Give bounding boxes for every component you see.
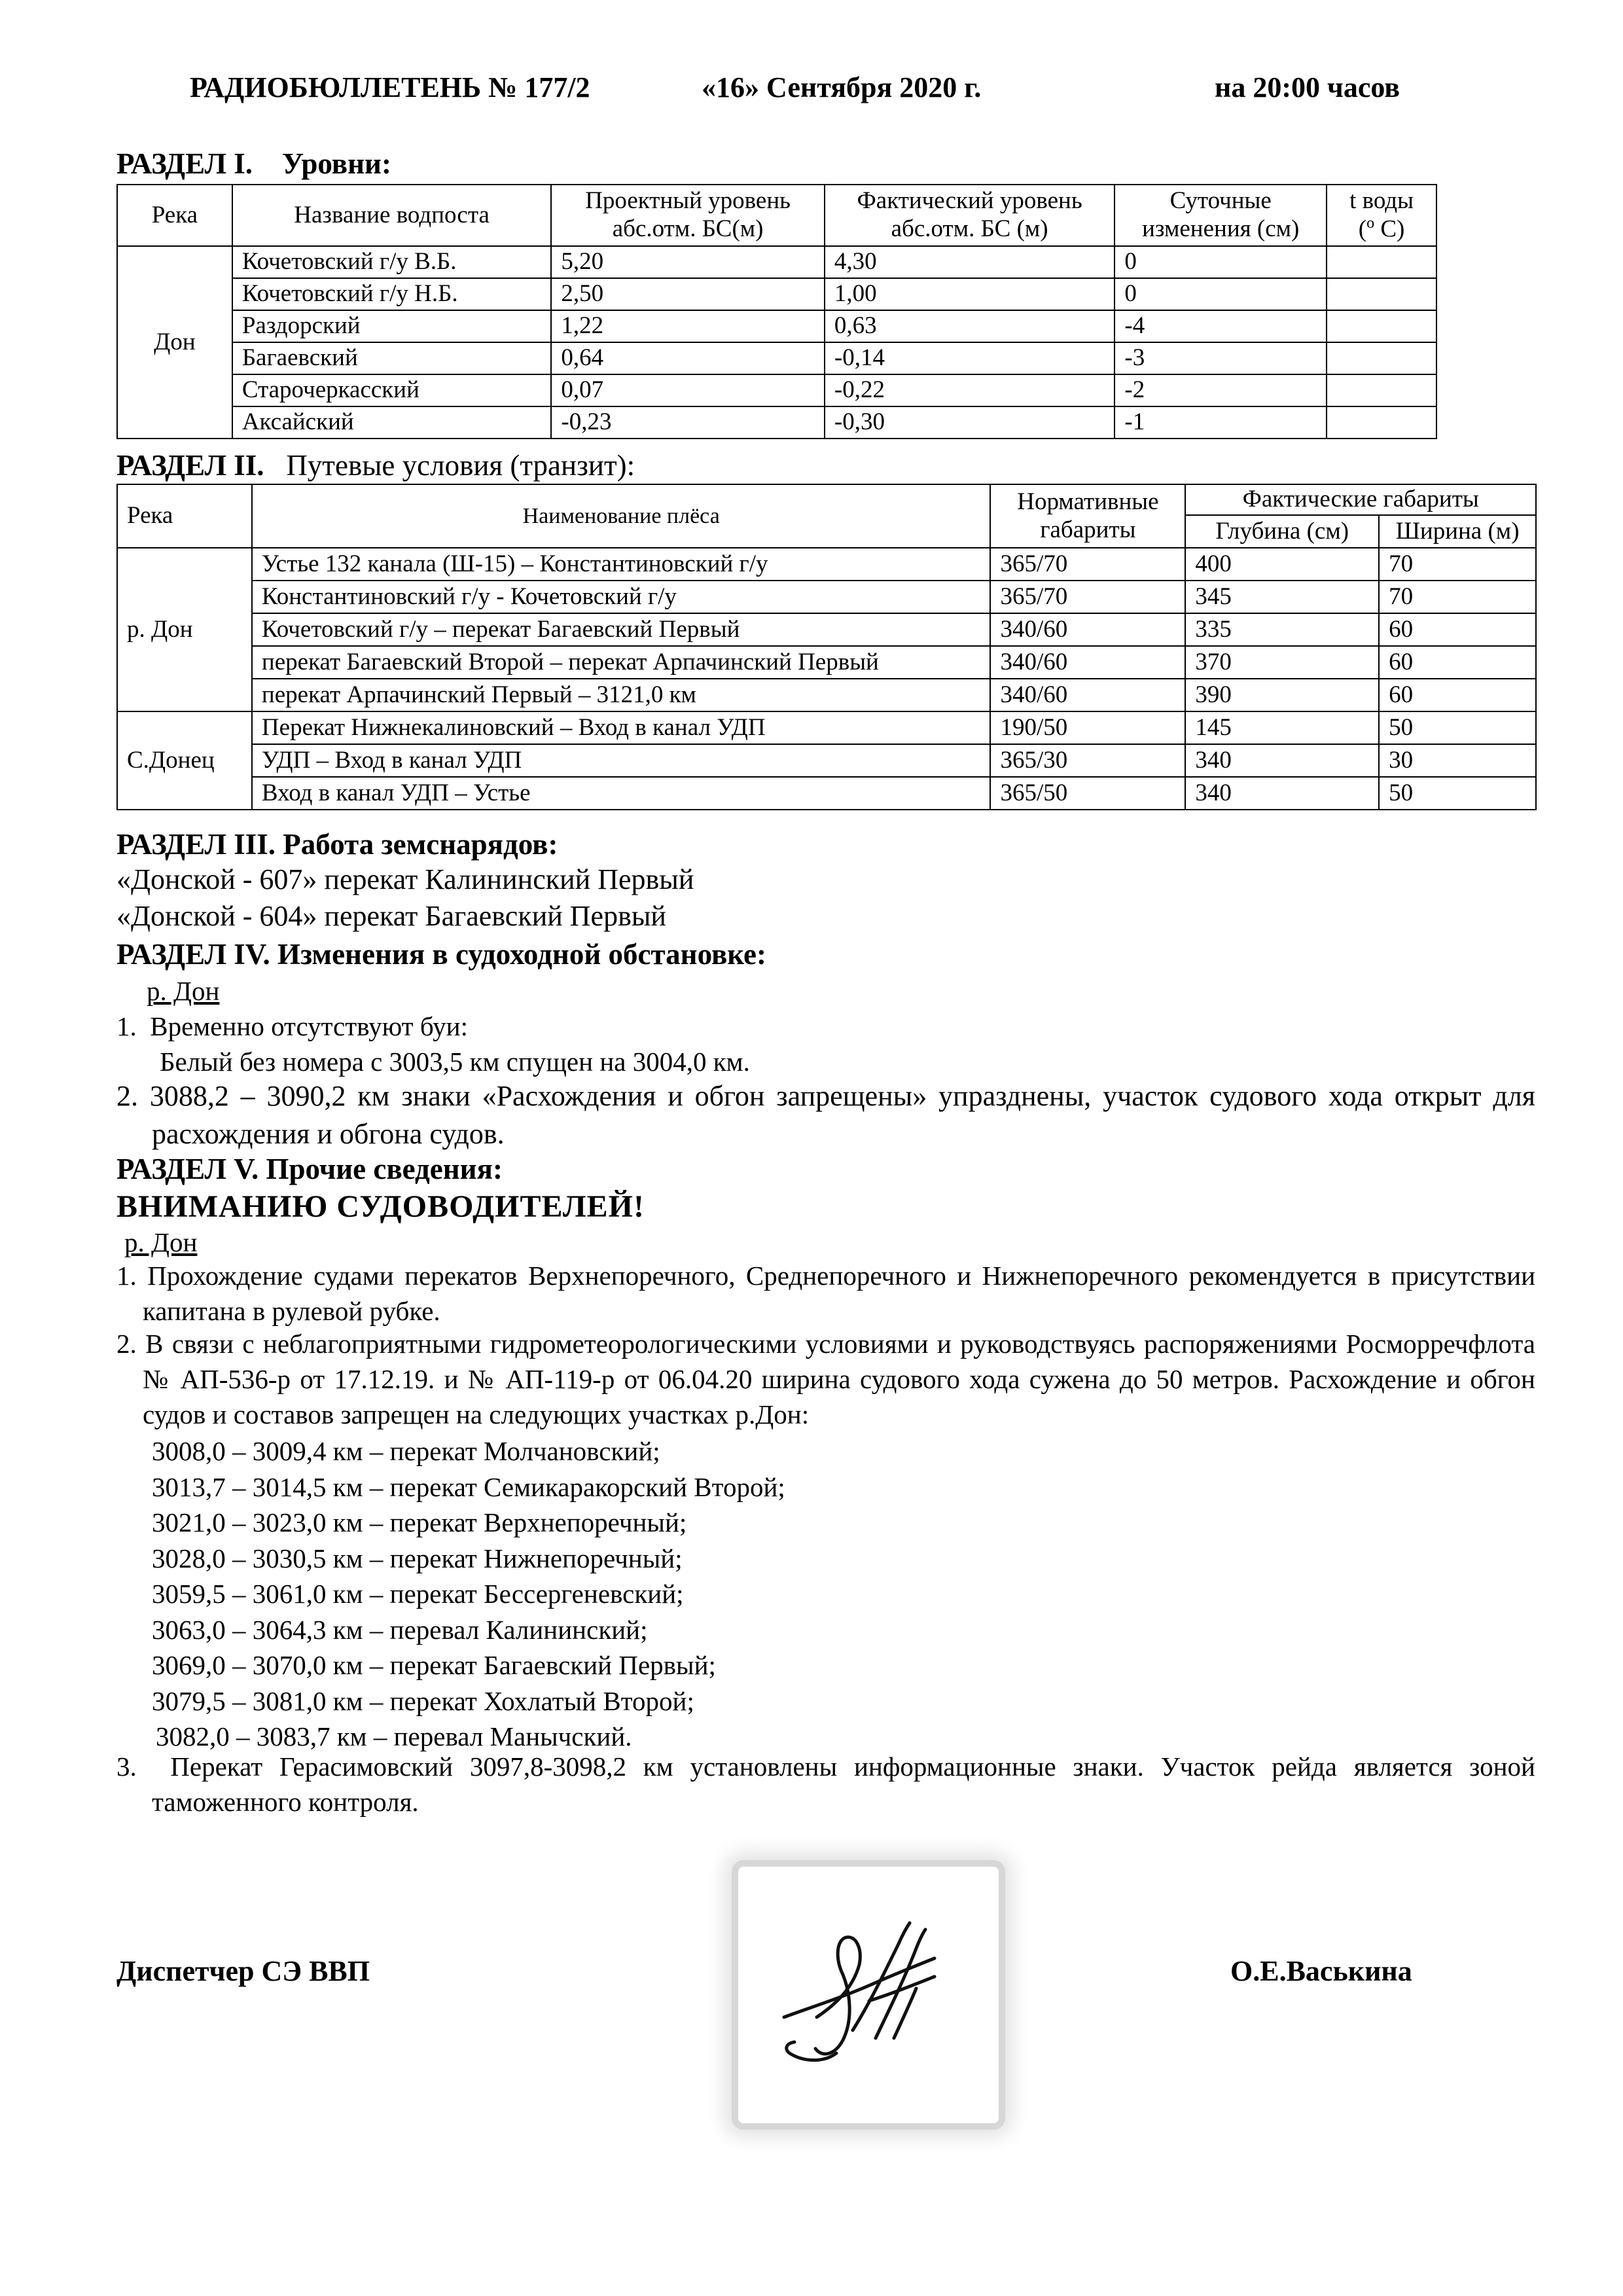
section1-number: РАЗДЕЛ I.	[116, 147, 253, 180]
river-cell: р. Дон	[117, 548, 252, 711]
depth-cell: 345	[1185, 581, 1379, 613]
section2-title: Путевые условия (транзит):	[286, 449, 635, 482]
design-cell: 5,20	[551, 246, 825, 278]
design-cell: 2,50	[551, 278, 825, 310]
depth-cell: 335	[1185, 613, 1379, 646]
section4-item2: 2. 3088,2 – 3090,2 км знаки «Расхождения и обгон запрещены» упразднены, участок судового хода открыт для расхождения и обгона судов.	[116, 1080, 1536, 1151]
norm-cell: 340/60	[990, 679, 1185, 711]
table-row	[117, 278, 1436, 310]
actual-cell: 4,30	[825, 246, 1115, 278]
col-actual-dims: Фактические габариты	[1185, 484, 1536, 515]
table-row	[117, 246, 1436, 278]
section4-item1: 1. Временно отсутствуют буи:	[116, 1011, 468, 1041]
width-cell: 60	[1379, 679, 1536, 711]
dredger-line: «Донской - 607» перекат Калининский Первый	[116, 863, 694, 895]
list-item: 3079,5 – 3081,0 км – перекат Хохлатый Второй;	[152, 1685, 694, 1716]
reach-cell: Перекат Нижнекалиновский – Вход в канал УДП	[252, 711, 991, 744]
attention-heading: ВНИМАНИЮ СУДОВОДИТЕЛЕЙ!	[116, 1189, 645, 1224]
col-design-level: Проектный уровень абс.отм. БС(м)	[551, 185, 825, 246]
width-cell: 60	[1379, 646, 1536, 679]
depth-cell: 400	[1185, 548, 1379, 581]
change-cell: -2	[1115, 374, 1327, 406]
bulletin-time: на 20:00 часов	[1215, 71, 1400, 103]
design-cell: -0,23	[551, 406, 825, 439]
width-cell: 70	[1379, 548, 1536, 581]
actual-cell: -0,22	[825, 374, 1115, 406]
table-row	[117, 342, 1436, 374]
reach-cell: Устье 132 канала (Ш-15) – Константиновский г/у	[252, 548, 991, 581]
design-cell: 0,64	[551, 342, 825, 374]
norm-cell: 365/30	[990, 744, 1185, 777]
dispatcher-position: Диспетчер СЭ ВВП	[116, 1955, 370, 1987]
width-cell: 50	[1379, 711, 1536, 744]
route-table	[116, 484, 1537, 810]
temp-cell	[1327, 406, 1436, 439]
reach-cell: Вход в канал УДП – Устье	[252, 777, 991, 810]
reach-cell: Кочетовский г/у – перекат Багаевский Первый	[252, 613, 991, 646]
station-cell: Багаевский	[232, 342, 552, 374]
table-row	[117, 406, 1436, 439]
section1-title: Уровни:	[282, 147, 391, 180]
width-cell: 50	[1379, 777, 1536, 810]
list-item: 3059,5 – 3061,0 км – перекат Бессергеневский;	[152, 1579, 684, 1609]
list-item: 3013,7 – 3014,5 км – перекат Семикаракорский Второй;	[152, 1471, 785, 1502]
list-item: 3021,0 – 3023,0 км – перекат Верхнепоречный;	[152, 1507, 687, 1537]
depth-cell: 340	[1185, 777, 1379, 810]
restricted-stretches-list	[152, 1433, 785, 1755]
col-reach: Наименование плёса	[252, 484, 991, 548]
col-width: Ширина (м)	[1379, 515, 1536, 548]
table-row	[117, 711, 1536, 744]
reach-cell: перекат Багаевский Второй – перекат Арпачинский Первый	[252, 646, 991, 679]
table-row	[117, 374, 1436, 406]
section5-river: р. Дон	[124, 1227, 198, 1257]
bulletin-date: «16» Сентября 2020 г.	[702, 71, 982, 103]
actual-cell: 0,63	[825, 310, 1115, 342]
dispatcher-name: О.Е.Васькина	[1230, 1955, 1412, 1987]
change-cell: 0	[1115, 278, 1327, 310]
col-daily-change: Суточные изменения (см)	[1115, 185, 1327, 246]
section5-item1: 1. Прохождение судами перекатов Верхнепоречного, Среднепоречного и Нижнепоречного рекомендуется в присутствии капитана в рулевой рубке.	[116, 1261, 1536, 1327]
change-cell: -1	[1115, 406, 1327, 439]
list-item: 3008,0 – 3009,4 км – перекат Молчановский;	[152, 1436, 660, 1466]
section4-item1-detail: Белый без номера с 3003,5 км спущен на 3004,0 км.	[160, 1047, 750, 1077]
table-row	[117, 613, 1536, 646]
norm-cell: 365/70	[990, 581, 1185, 613]
actual-cell: 1,00	[825, 278, 1115, 310]
actual-cell: -0,30	[825, 406, 1115, 439]
norm-cell: 340/60	[990, 613, 1185, 646]
col-river: Река	[117, 484, 252, 548]
list-item: 3063,0 – 3064,3 км – перевал Калининский;	[152, 1614, 648, 1645]
table-row	[117, 777, 1536, 810]
bulletin-title: РАДИОБЮЛЛЕТЕНЬ № 177/2	[190, 71, 590, 103]
width-cell: 30	[1379, 744, 1536, 777]
temp-cell	[1327, 246, 1436, 278]
change-cell: -4	[1115, 310, 1327, 342]
table-row	[117, 646, 1536, 679]
table-row	[117, 581, 1536, 613]
depth-cell: 390	[1185, 679, 1379, 711]
table-row	[117, 548, 1536, 581]
river-cell: С.Донец	[117, 711, 252, 810]
temp-cell	[1327, 374, 1436, 406]
section4-river: р. Дон	[147, 976, 220, 1006]
col-depth: Глубина (см)	[1185, 515, 1379, 548]
depth-cell: 340	[1185, 744, 1379, 777]
route-header-row-1	[117, 484, 1536, 515]
river-cell: Дон	[117, 246, 232, 439]
width-cell: 60	[1379, 613, 1536, 646]
temp-cell	[1327, 278, 1436, 310]
reach-cell: перекат Арпачинский Первый – 3121,0 км	[252, 679, 991, 711]
col-station: Название водпоста	[232, 185, 552, 246]
table-row	[117, 310, 1436, 342]
temp-cell	[1327, 310, 1436, 342]
levels-table	[116, 184, 1437, 439]
norm-cell: 365/70	[990, 548, 1185, 581]
section5-item3: 3. Перекат Герасимовский 3097,8-3098,2 км установлены информационные знаки. Участок рейда является зоной таможенного контроля.	[116, 1751, 1535, 1818]
signature-mark	[738, 1867, 999, 2123]
section5-heading: РАЗДЕЛ V. Прочие сведения:	[116, 1153, 503, 1185]
reach-cell: УДП – Вход в канал УДП	[252, 744, 991, 777]
list-item: 3069,0 – 3070,0 км – перекат Багаевский Первый;	[152, 1650, 716, 1680]
norm-cell: 340/60	[990, 646, 1185, 679]
section1-heading	[116, 147, 391, 181]
section5-item2: 2. В связи с неблагоприятными гидрометеорологическими условиями и руководствуясь распоряжениями Росморречфлота № АП-536-р от 17.12.19. и № АП-119-р от 06.04.20 ширина судового хода сужена до 50 метров. Расхождение и обгон судов и составов запрещен на следующих участках р.Дон:	[116, 1329, 1535, 1430]
col-actual-level: Фактический уровень абс.отм. БС (м)	[825, 185, 1115, 246]
signature-box	[732, 1860, 1005, 2130]
section4-heading: РАЗДЕЛ IV. Изменения в судоходной обстановке:	[116, 938, 767, 971]
table-row	[117, 744, 1536, 777]
station-cell: Кочетовский г/у В.Б.	[232, 246, 552, 278]
design-cell: 1,22	[551, 310, 825, 342]
station-cell: Кочетовский г/у Н.Б.	[232, 278, 552, 310]
list-item: 3082,0 – 3083,7 км – перевал Манычский.	[156, 1721, 632, 1751]
section3-heading: РАЗДЕЛ III. Работа земснарядов:	[116, 828, 558, 861]
col-river: Река	[117, 185, 232, 246]
station-cell: Старочеркасский	[232, 374, 552, 406]
width-cell: 70	[1379, 581, 1536, 613]
change-cell: 0	[1115, 246, 1327, 278]
section2-number: РАЗДЕЛ II.	[116, 449, 264, 482]
list-item: 3028,0 – 3030,5 км – перекат Нижнепоречный;	[152, 1543, 683, 1573]
table-row	[117, 679, 1536, 711]
actual-cell: -0,14	[825, 342, 1115, 374]
depth-cell: 145	[1185, 711, 1379, 744]
dredger-line: «Донской - 604» перекат Багаевский Первый	[116, 900, 666, 932]
temp-cell	[1327, 342, 1436, 374]
change-cell: -3	[1115, 342, 1327, 374]
norm-cell: 365/50	[990, 777, 1185, 810]
depth-cell: 370	[1185, 646, 1379, 679]
levels-header-row	[117, 185, 1436, 246]
design-cell: 0,07	[551, 374, 825, 406]
reach-cell: Константиновский г/у - Кочетовский г/у	[252, 581, 991, 613]
station-cell: Аксайский	[232, 406, 552, 439]
station-cell: Раздорский	[232, 310, 552, 342]
section2-heading	[116, 448, 635, 482]
col-norm-dims: Нормативные габариты	[990, 484, 1185, 548]
col-water-temp: t воды ($^о$ С)	[1327, 185, 1436, 246]
norm-cell: 190/50	[990, 711, 1185, 744]
